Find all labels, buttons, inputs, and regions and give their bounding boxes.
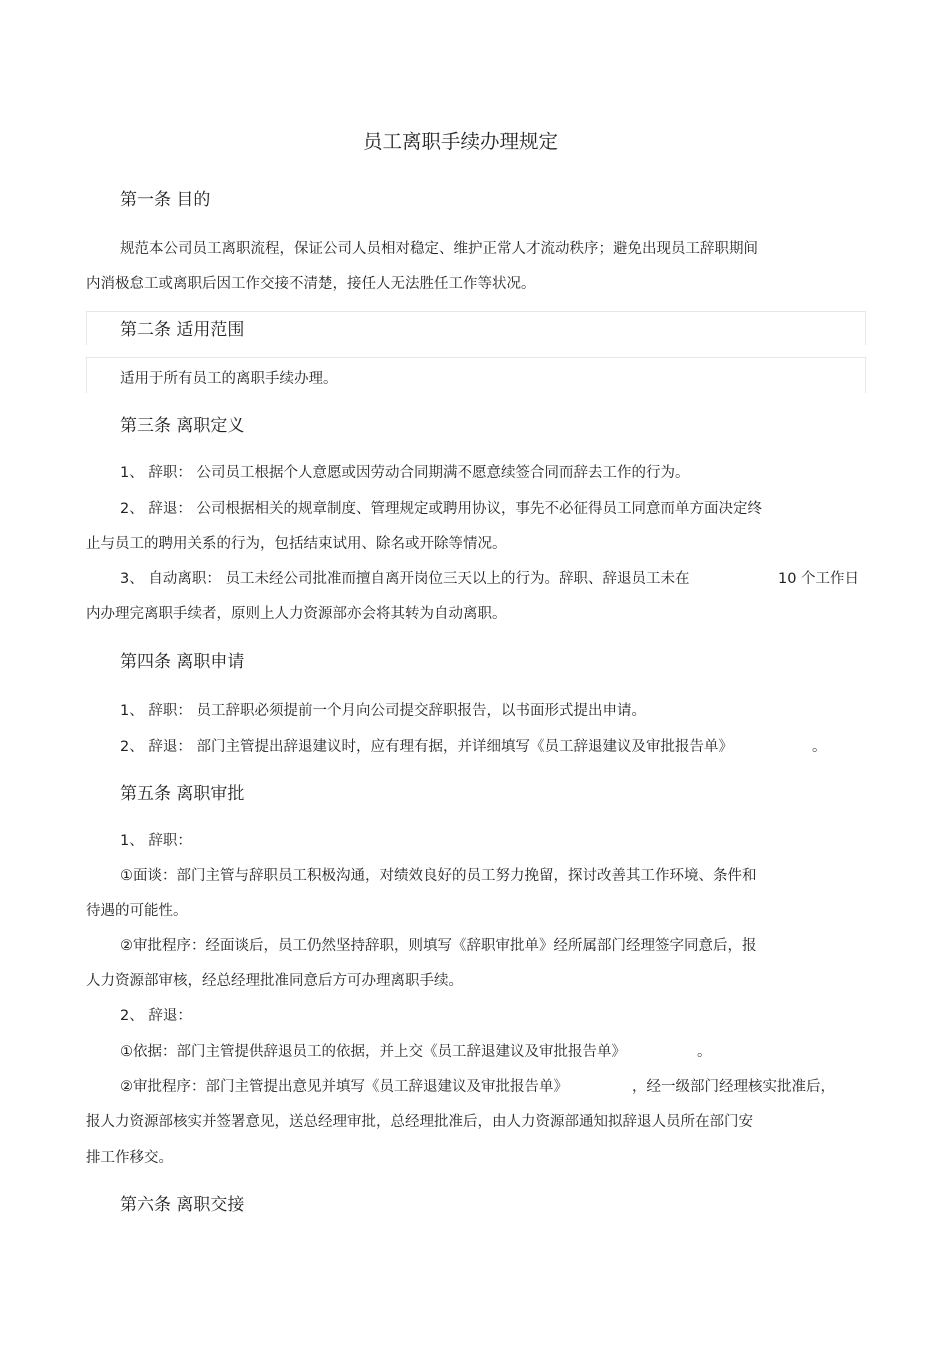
article-4-heading: 第四条 离职申请 bbox=[120, 652, 245, 672]
article-5-section-1-a-line-2: 待遇的可能性。 bbox=[86, 903, 188, 919]
article-5-section-2-b-tail: ，经一级部门经理核实批准后， bbox=[632, 1079, 835, 1095]
document-title: 员工离职手续办理规定 bbox=[363, 130, 559, 153]
article-5-section-1-b-line-1: ②审批程序：经面谈后，员工仍然坚持辞职，则填写《辞职审批单》经所属部门经理签字同意后，报 bbox=[120, 938, 757, 954]
article-3-item-3-tail: 10 个工作日 bbox=[778, 571, 860, 587]
article-4-item-1: 1、 辞职： 员工辞职必须提前一个月向公司提交辞职报告，以书面形式提出申请。 bbox=[120, 703, 646, 719]
article-1-paragraph-line-1: 规范本公司员工离职流程，保证公司人员相对稳定、维护正常人才流动秩序；避免出现员工辞职期间 bbox=[120, 241, 758, 257]
article-5-section-1-a-line-1: ①面谈：部门主管与辞职员工积极沟通，对绩效良好的员工努力挽留，探讨改善其工作环境、条件和 bbox=[120, 868, 757, 884]
article-1-heading: 第一条 目的 bbox=[120, 190, 211, 210]
article-3-heading: 第三条 离职定义 bbox=[120, 416, 245, 436]
article-1-paragraph-line-2: 内消极怠工或离职后因工作交接不清楚，接任人无法胜任工作等状况。 bbox=[86, 276, 536, 292]
article-5-section-1: 1、 辞职： bbox=[120, 833, 192, 849]
article-5-section-2-a-tail: 。 bbox=[697, 1044, 712, 1060]
article-3-item-3-line-2: 内办理完离职手续者，原则上人力资源部亦会将其转为自动离职。 bbox=[86, 606, 507, 622]
article-5-section-2-b-line-1: ②审批程序：部门主管提出意见并填写《员工辞退建议及审批报告单》 bbox=[120, 1079, 568, 1095]
article-2-paragraph: 适用于所有员工的离职手续办理。 bbox=[120, 371, 338, 387]
article-5-section-2-b-line-3: 排工作移交。 bbox=[86, 1150, 173, 1166]
article-6-heading: 第六条 离职交接 bbox=[120, 1195, 245, 1215]
article-5-section-2: 2、 辞退： bbox=[120, 1008, 192, 1024]
article-4-item-2-tail: 。 bbox=[812, 739, 827, 755]
article-2-heading: 第二条 适用范围 bbox=[120, 320, 245, 340]
article-5-heading: 第五条 离职审批 bbox=[120, 784, 245, 804]
article-5-section-2-b-line-2: 报人力资源部核实并签署意见，送总经理审批，总经理批准后，由人力资源部通知拟辞退人员所在部门安 bbox=[86, 1114, 753, 1130]
article-3-item-3-line-1: 3、 自动离职： 员工未经公司批准而擅自离开岗位三天以上的行为。辞职、辞退员工未在 bbox=[120, 571, 690, 587]
article-3-item-1: 1、 辞职： 公司员工根据个人意愿或因劳动合同期满不愿意续签合同而辞去工作的行为。 bbox=[120, 465, 690, 481]
article-5-section-2-a-line-1: ①依据：部门主管提供辞退员工的依据，并上交《员工辞退建议及审批报告单》 bbox=[120, 1044, 626, 1060]
article-5-section-1-b-line-2: 人力资源部审核，经总经理批准同意后方可办理离职手续。 bbox=[86, 973, 463, 989]
article-3-item-2-line-1: 2、 辞退： 公司根据相关的规章制度、管理规定或聘用协议，事先不必征得员工同意而单方面决定终 bbox=[120, 501, 762, 517]
article-3-item-2-line-2: 止与员工的聘用关系的行为，包括结束试用、除名或开除等情况。 bbox=[86, 536, 507, 552]
article-4-item-2: 2、 辞退： 部门主管提出辞退建议时，应有理有据，并详细填写《员工辞退建议及审批报告单》 bbox=[120, 739, 733, 755]
